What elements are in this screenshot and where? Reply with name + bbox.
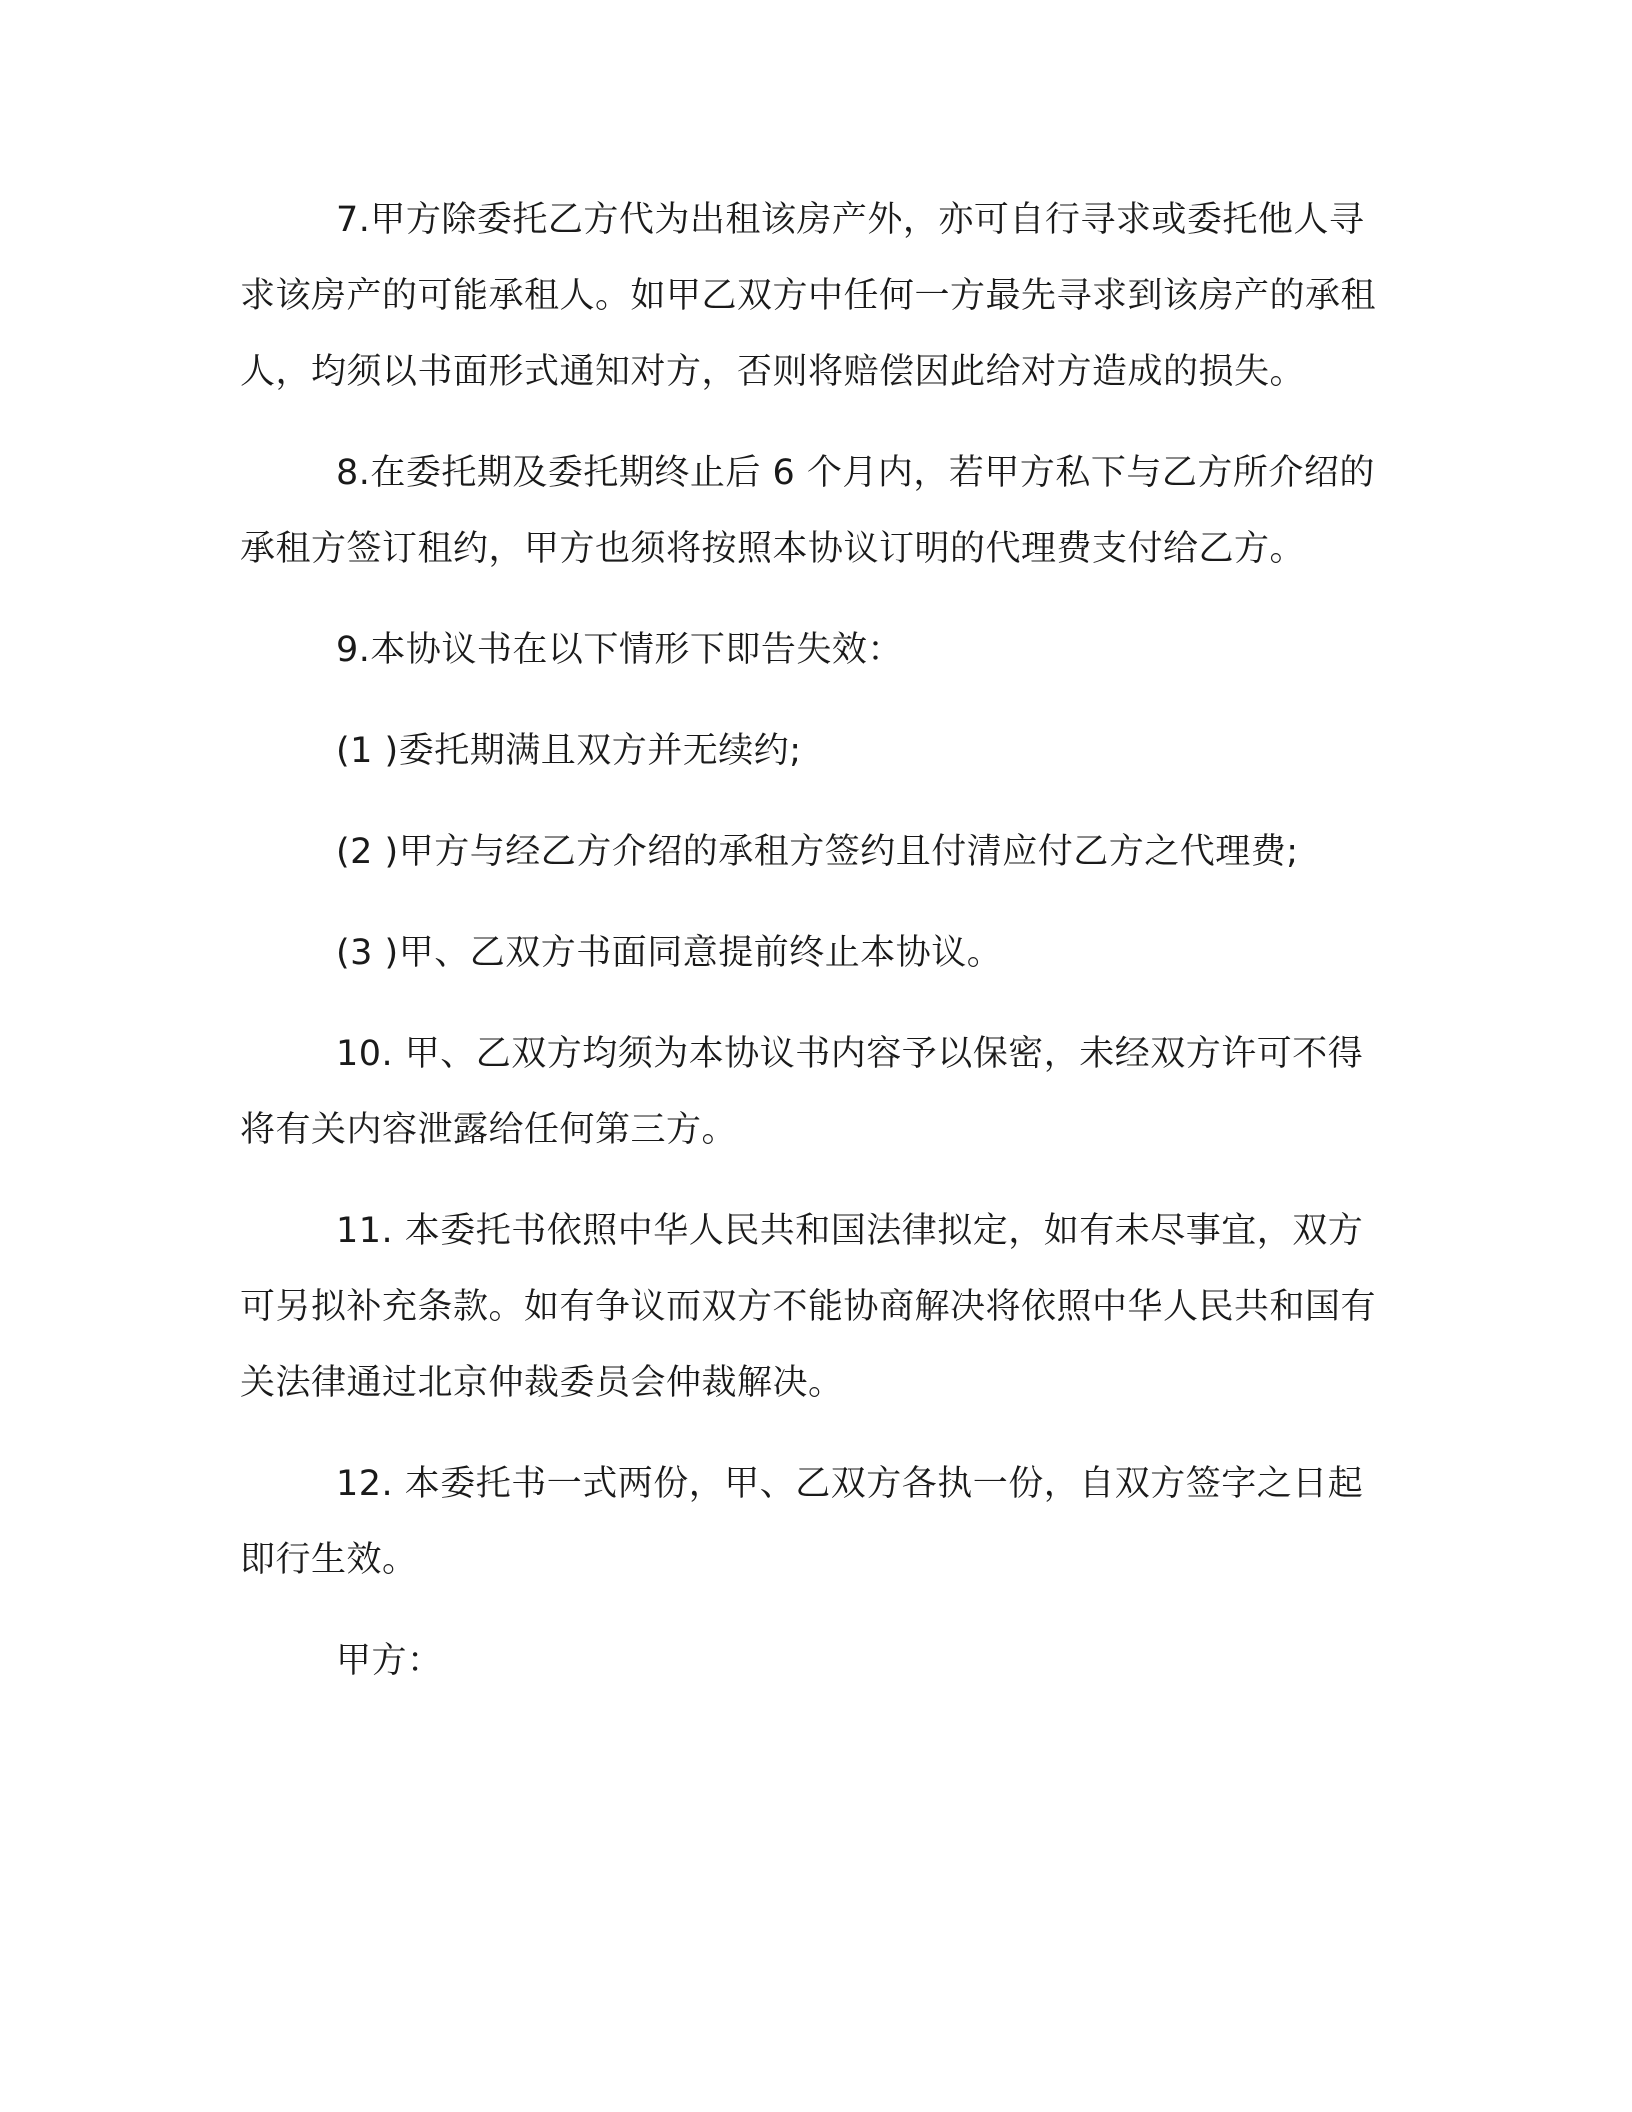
clause-8-paragraph: 8.在委托期及委托期终止后 6 个月内，若甲方私下与乙方所介绍的承租方签订租约，甲方也须将按照本协议订明的代理费支付给乙方。 [240,453,1375,569]
clause-11-paragraph: 11. 本委托书依照中华人民共和国法律拟定，如有未尽事宜，双方可另拟补充条款。如有争议而双方不能协商解决将依照中华人民共和国有关法律通过北京仲裁委员会仲裁解决。 [240,1211,1377,1403]
clause-9-item-3: (3 )甲、乙双方书面同意提前终止本协议。 [336,933,1003,973]
clause-12-paragraph: 12. 本委托书一式两份，甲、乙双方各执一份，自双方签字之日起即行生效。 [240,1464,1364,1580]
clause-7-paragraph: 7.甲方除委托乙方代为出租该房产外，亦可自行寻求或委托他人寻求该房产的可能承租人。如甲乙双方中任何一方最先寻求到该房产的承租人，均须以书面形式通知对方，否则将赔偿因此给对方造成的损失。 [240,200,1377,392]
clause-9-paragraph: 9.本协议书在以下情形下即告失效： [336,630,903,670]
party-a-signature-label: 甲方： [336,1641,443,1681]
document-body [240,182,1380,1724]
clause-9-item-2: (2 )甲方与经乙方介绍的承租方签约且付清应付乙方之代理费; [336,832,1299,872]
clause-10-paragraph: 10. 甲、乙双方均须为本协议书内容予以保密，未经双方许可不得将有关内容泄露给任何第三方。 [240,1034,1364,1150]
clause-9-item-1: (1 )委托期满且双方并无续约; [336,731,802,771]
